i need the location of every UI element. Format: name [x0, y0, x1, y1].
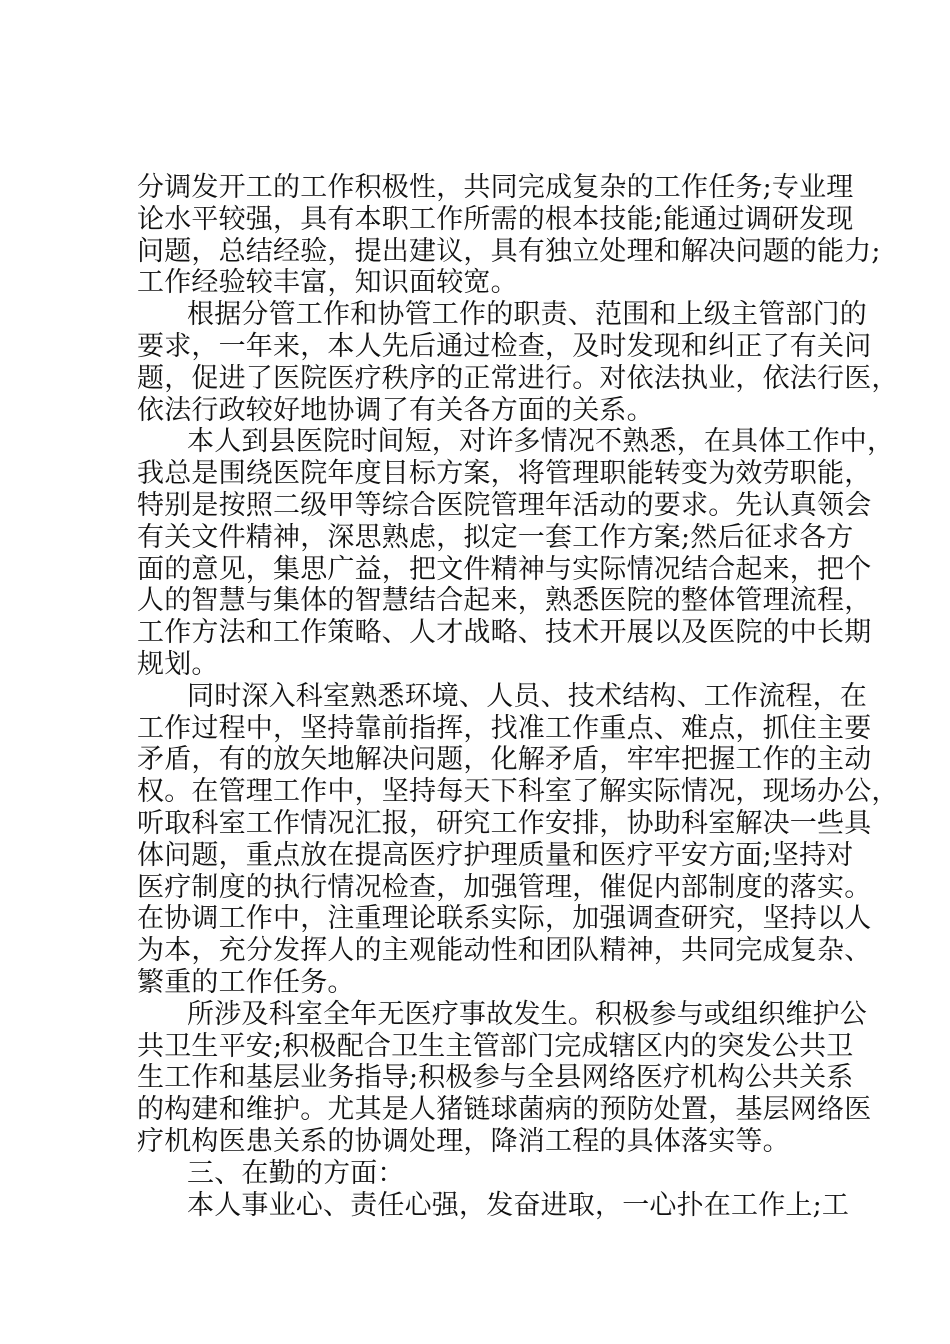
text-line: 特别是按照二级甲等综合医院管理年活动的要求。先认真领会	[137, 489, 872, 521]
text-line: 有关文件精神，深思熟虑，拟定一套工作方案;然后征求各方	[137, 521, 854, 553]
text-line: 所涉及科室全年无医疗事故发生。积极参与或组织维护公	[187, 998, 867, 1030]
text-line: 要求，一年来，本人先后通过检查，及时发现和纠正了有关问	[137, 330, 872, 362]
text-line: 三、在勤的方面：	[187, 1157, 405, 1189]
text-line: 生工作和基层业务指导;积极参与全县网络医疗机构公共关系	[137, 1062, 854, 1094]
text-line: 规划。	[137, 648, 219, 680]
text-line: 本人事业心、责任心强，发奋进取，一心扑在工作上;工	[187, 1189, 850, 1221]
text-line: 工作经验较丰富，知识面较宽。	[137, 267, 518, 299]
text-line: 人的智慧与集体的智慧结合起来，熟悉医院的整体管理流程，	[137, 585, 872, 617]
text-line: 在协调工作中，注重理论联系实际，加强调查研究，坚持以人	[137, 903, 872, 935]
text-line: 根据分管工作和协管工作的职责、范围和上级主管部门的	[187, 299, 867, 331]
text-line: 的构建和维护。尤其是人猪链球菌病的预防处置，基层网络医	[137, 1094, 872, 1126]
text-line: 听取科室工作情况汇报，研究工作安排，协助科室解决一些具	[137, 807, 872, 839]
text-line: 面的意见，集思广益，把文件精神与实际情况结合起来，把个	[137, 553, 872, 585]
text-line: 医疗制度的执行情况检查，加强管理，催促内部制度的落实。	[137, 871, 872, 903]
text-line: 权。在管理工作中，坚持每天下科室了解实际情况，现场办公，	[137, 776, 899, 808]
text-line: 共卫生平安;积极配合卫生主管部门完成辖区内的突发公共卫	[137, 1030, 854, 1062]
text-line: 依法行政较好地协调了有关各方面的关系。	[137, 394, 654, 426]
text-line: 工作过程中，坚持靠前指挥，找准工作重点、难点，抓住主要	[137, 712, 872, 744]
body-text	[137, 172, 899, 1221]
text-line: 为本，充分发挥人的主观能动性和团队精神，共同完成复杂、	[137, 935, 872, 967]
text-line: 工作方法和工作策略、人才战略、技术开展以及医院的中长期	[137, 617, 872, 649]
text-line: 繁重的工作任务。	[137, 966, 355, 998]
text-line: 分调发开工的工作积极性，共同完成复杂的工作任务;专业理	[137, 172, 854, 203]
text-line: 我总是围绕医院年度目标方案，将管理职能转变为效劳职能，	[137, 458, 872, 490]
text-line: 题，促进了医院医疗秩序的正常进行。对依法执业，依法行医，	[137, 362, 899, 394]
text-line: 问题，总结经验，提出建议，具有独立处理和解决问题的能力;	[137, 235, 881, 267]
text-line: 同时深入科室熟悉环境、人员、技术结构、工作流程，在	[187, 680, 867, 712]
text-line: 矛盾，有的放矢地解决问题，化解矛盾，牢牢把握工作的主动	[137, 744, 872, 776]
text-line: 疗机构医患关系的协调处理，降消工程的具体落实等。	[137, 1125, 790, 1157]
text-line: 论水平较强，具有本职工作所需的根本技能;能通过调研发现	[137, 203, 854, 235]
text-line: 本人到县医院时间短，对许多情况不熟悉，在具体工作中，	[187, 426, 895, 458]
text-line: 体问题，重点放在提高医疗护理质量和医疗平安方面;坚持对	[137, 839, 854, 871]
